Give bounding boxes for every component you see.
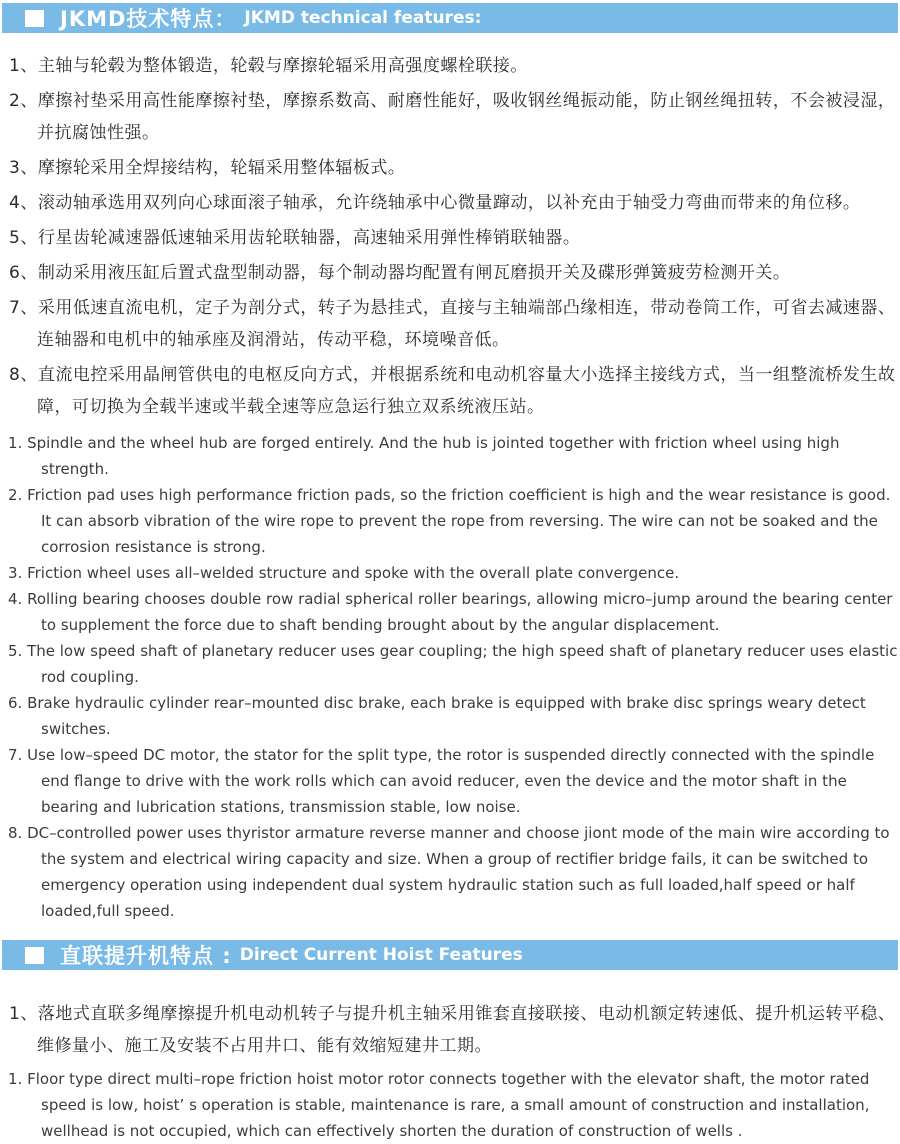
item-text: 滚动轴承选用双列向心球面滚子轴承，允许绕轴承中心微量蹿动，以补充由于轴受力弯曲而带来的角位移。 [37,193,861,213]
jkmd-chinese-feature-list [4,50,896,423]
feature-item [3,742,898,820]
feature-item [3,820,898,924]
item-text: 摩擦衬垫采用高性能摩擦衬垫，摩擦系数高、耐磨性能好，吸收钢丝绳振动能，防止钢丝绳扭转，不会被浸湿，并抗腐蚀性强。 [37,91,896,143]
item-number: 3、 [9,158,38,178]
item-text: DC–controlled power uses thyristor armature reverse manner and choose jiont mode of the main wire according to the system and electrical wiring capacity and size. When a group of rectifier bridge fails, it can be switched to emergency operation using independent dual system hydraulic station such as full loaded,half speed or half loaded,full speed. [27,824,890,920]
jkmd-english-feature-list [3,430,898,924]
item-number: 8、 [9,365,38,385]
white-square-icon [25,10,44,27]
item-text: 采用低速直流电机，定子为剖分式，转子为悬挂式，直接与主轴端部凸缘相连，带动卷筒工作，可省去减速器、连轴器和电机中的轴承座及润滑站，传动平稳，环境噪音低。 [37,298,896,350]
feature-item [3,560,898,586]
item-number: 6、 [9,263,38,283]
feature-item [3,430,898,482]
item-number: 7. [8,746,28,764]
item-number: 7、 [9,298,38,318]
item-text: Friction wheel uses all–welded structure and spoke with the overall plate convergence. [27,564,680,582]
item-text: Brake hydraulic cylinder rear–mounted disc brake, each brake is equipped with brake disc springs weary detect switches. [27,694,866,738]
feature-item [3,690,898,742]
item-number: 1、 [9,1004,38,1024]
item-text: 主轴与轮毂为整体锻造，轮毂与摩擦轮辐采用高强度螺栓联接。 [37,56,528,76]
item-number: 6. [8,694,28,712]
section-jkmd-features [0,3,900,924]
catalog-page [0,3,900,1140]
feature-item [4,187,896,219]
hoist-section-header-bar [2,940,898,970]
white-square-icon [25,947,44,964]
section-title-zh: JKMD技术特点： [60,7,237,31]
item-number: 1、 [9,56,38,76]
item-number: 1. [8,434,28,452]
section-title-en: JKMD technical features: [244,8,482,28]
item-text: Floor type direct multi–rope friction hoist motor rotor connects together with the elevator shaft, the motor rated speed is low, hoist’ s operation is stable, maintenance is rare, a small amount of construction and installation, wellhead is not occupied, which can effectively shorten the duration of construction of wells . [27,1070,870,1140]
feature-item [4,998,896,1062]
item-text: 摩擦轮采用全焊接结构，轮辐采用整体辐板式。 [37,158,406,178]
feature-item [4,152,896,184]
hoist-english-feature-list [3,1066,898,1144]
item-text: Friction pad uses high performance friction pads, so the friction coefficient is high and the wear resistance is good. It can absorb vibration of the wire rope to prevent the rope from reversing. The wire can not be soaked and the corrosion resistance is strong. [27,486,891,556]
item-text: The low speed shaft of planetary reducer uses gear coupling; the high speed shaft of planetary reducer uses elastic rod coupling. [27,642,898,686]
item-text: Rolling bearing chooses double row radial spherical roller bearings, allowing micro–jump around the bearing center to supplement the force due to shaft bending brought about by the angular displacement. [27,590,893,634]
item-text: Use low–speed DC motor, the stator for the split type, the rotor is suspended directly connected with the spindle end flange to drive with the work rolls which can avoid reducer, even the device and the motor shaft in the bearing and lubrication stations, transmission stable, low noise. [27,746,875,816]
section-title-zh: 直联提升机特点 : [60,944,232,968]
feature-item [3,638,898,690]
item-text: Spindle and the wheel hub are forged entirely. And the hub is jointed together with friction wheel using high strength. [27,434,840,478]
item-number: 2. [8,486,28,504]
feature-item [4,85,896,149]
item-text: 落地式直联多绳摩擦提升机电动机转子与提升机主轴采用锥套直接联接、电动机额定转速低、提升机运转平稳、维修量小、施工及安装不占用井口、能有效缩短建井工期。 [37,1004,896,1056]
item-number: 3. [8,564,28,582]
item-number: 8. [8,824,28,842]
item-text: 行星齿轮减速器低速轴采用齿轮联轴器，高速轴采用弹性棒销联轴器。 [37,228,581,248]
feature-item [4,50,896,82]
item-number: 5、 [9,228,38,248]
section-direct-current-hoist-features [0,940,900,1144]
item-text: 制动采用液压缸后置式盘型制动器，每个制动器均配置有闸瓦磨损开关及碟形弹簧疲劳检测开关。 [37,263,791,283]
section-title-en: Direct Current Hoist Features [239,945,523,965]
feature-item [4,359,896,423]
item-text: 直流电控采用晶闸管供电的电枢反向方式，并根据系统和电动机容量大小选择主接线方式，当一组整流桥发生故障，可切换为全载半速或半载全速等应急运行独立双系统液压站。 [37,365,896,417]
feature-item [4,222,896,254]
item-number: 4、 [9,193,38,213]
feature-item [4,257,896,289]
jkmd-section-header-bar [2,3,898,33]
feature-item [3,1066,898,1144]
hoist-chinese-feature-list [4,998,896,1062]
item-number: 4. [8,590,28,608]
item-number: 1. [8,1070,28,1088]
item-number: 2、 [9,91,38,111]
item-number: 5. [8,642,28,660]
feature-item [3,482,898,560]
feature-item [3,586,898,638]
feature-item [4,292,896,356]
